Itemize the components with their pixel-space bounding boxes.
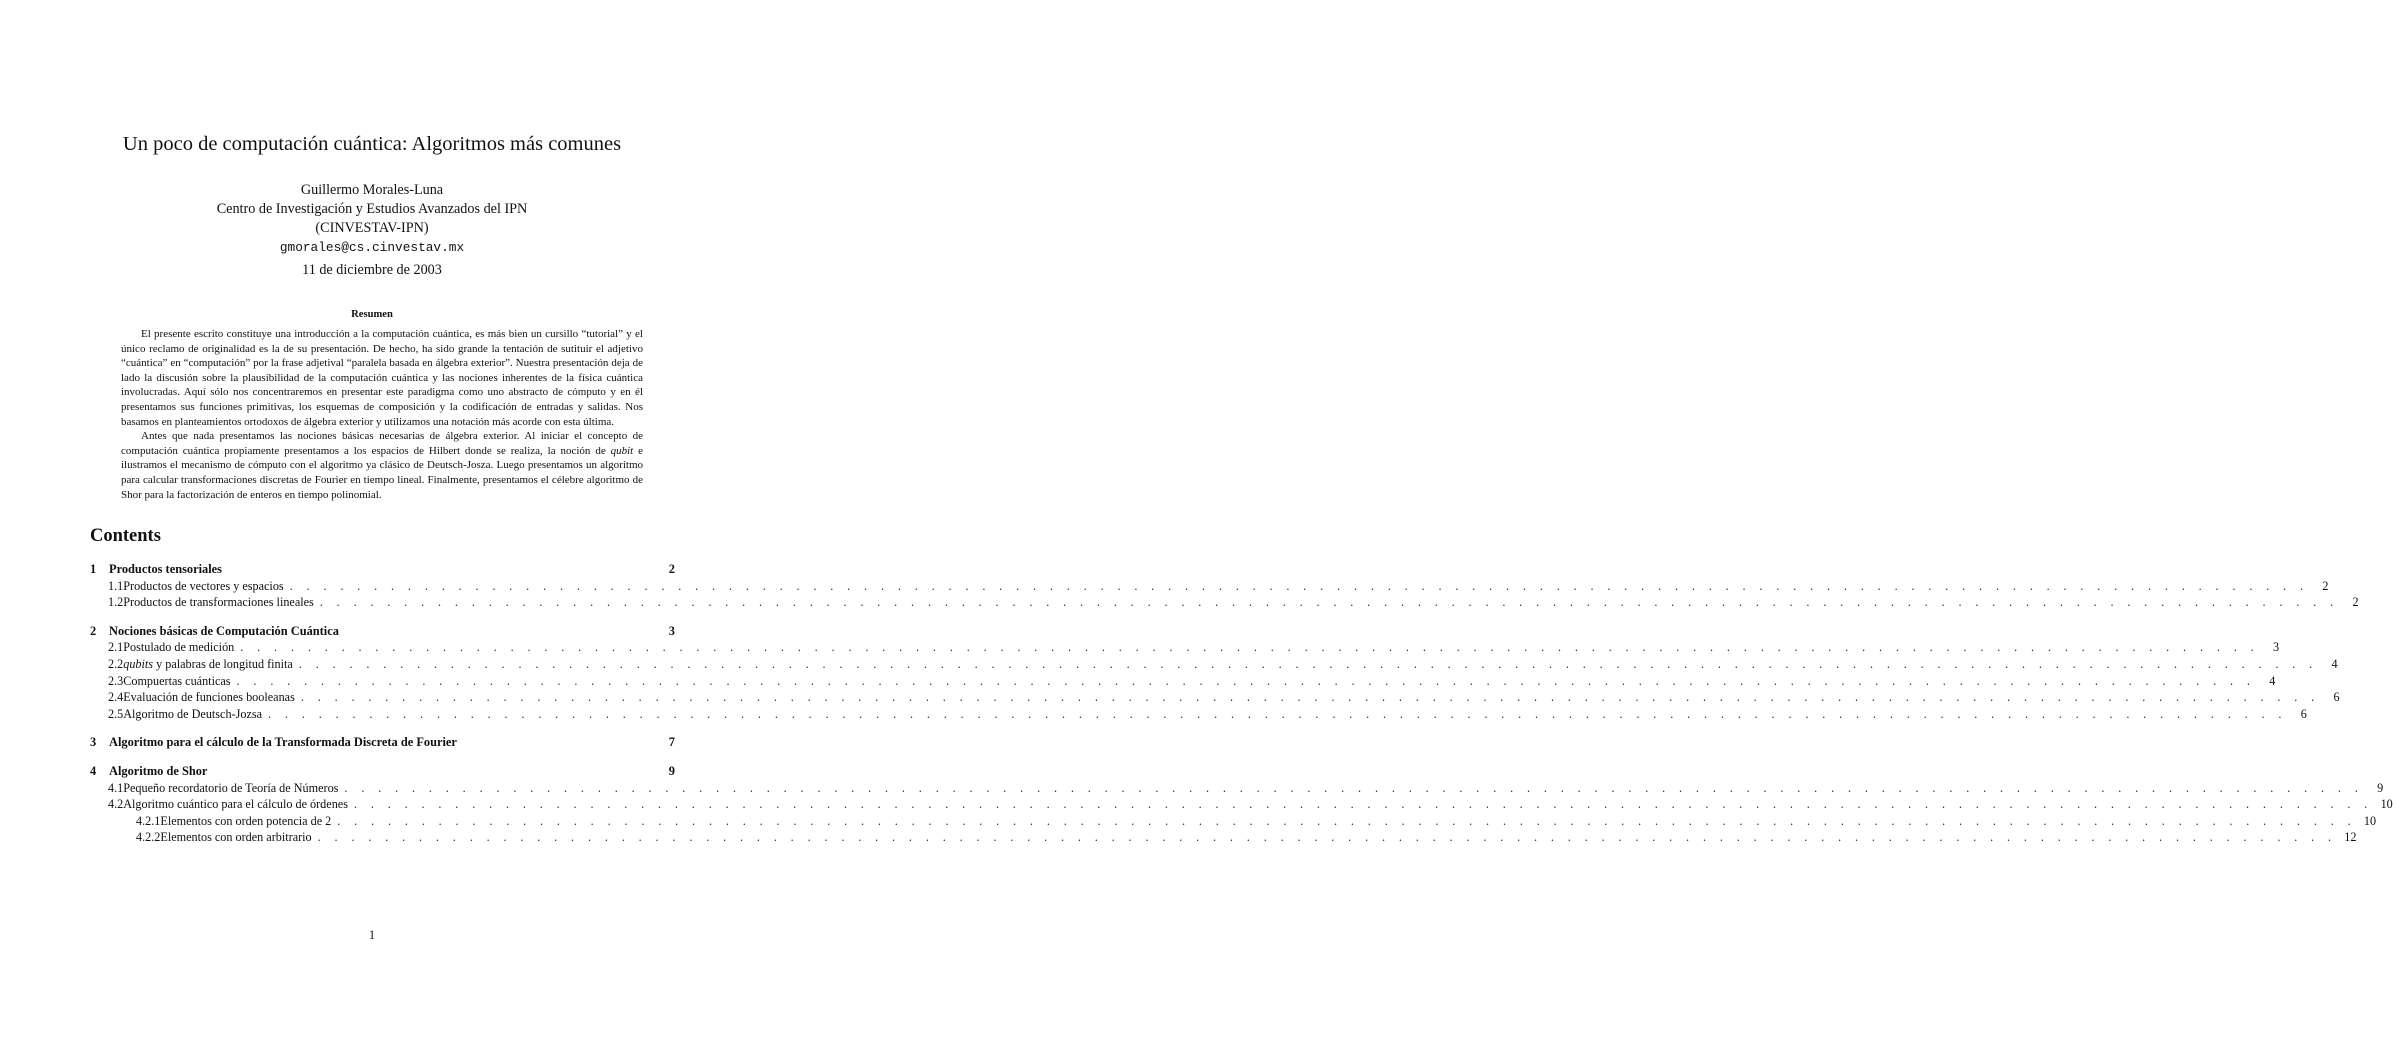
toc-section-entry[interactable]	[90, 562, 675, 579]
toc-entry-page: 10	[2380, 797, 2393, 812]
toc-entry-title: Elementos con orden potencia de 2	[160, 813, 332, 828]
toc-entry-title: Evaluación de funciones booleanas	[123, 690, 295, 705]
toc-entry-page: 2	[2352, 595, 2359, 610]
toc-entry-page: 6	[2333, 690, 2340, 705]
toc-entry-number: 4	[90, 763, 97, 778]
toc-entry-number: 2	[90, 623, 97, 638]
toc-entry-page: 7	[668, 735, 675, 750]
toc-dot-leader: . . . . . . . . . . . . . . . . . . . . . . . . . . . . . . . . . . . . . . . . . . . . . . . . . . . . . . . . . . . . . . . . . . . . . . . . . . . . . . . . . . . . . . . . . . . . . . . . . . . . . . . . . . . . . . . . . . . . . . . .	[289, 578, 2309, 593]
toc-entry-title: Compuertas cuánticas	[123, 673, 231, 688]
author-block	[0, 181, 744, 257]
toc-sub-entry[interactable]	[90, 797, 2393, 814]
toc-entry-page: 4	[2331, 656, 2338, 671]
toc-entry-number: 2.4	[108, 690, 124, 705]
toc-entry-number: 2.2	[108, 656, 124, 671]
toc-section-entry[interactable]	[90, 735, 675, 752]
toc-entry-title-italic: qubits	[123, 656, 154, 671]
toc-sub-entry[interactable]	[90, 640, 2280, 657]
toc-entry-title: Elementos con orden arbitrario	[160, 830, 312, 845]
author-affiliation: Centro de Investigación y Estudios Avanzados del IPN	[216, 201, 528, 217]
toc-sub-entry[interactable]	[90, 578, 2329, 596]
toc-entry-title: Algoritmo cuántico para el cálculo de órdenes	[123, 797, 348, 812]
toc-entry-title: Productos tensoriales	[109, 562, 222, 576]
toc-entry-number: 4.2.2	[136, 830, 161, 845]
toc-dot-leader: . . . . . . . . . . . . . . . . . . . . . . . . . . . . . . . . . . . . . . . . . . . . . . . . . . . . . . . . . . . . . . . . . . . . . . . . . . . . . . . . . . . . . . . . . . . . . . . . . . . . . . . . . . . . . . . . . . . . . . . .	[337, 813, 2357, 828]
toc-entry-title	[123, 657, 293, 672]
toc-entry-title: Postulado de medición	[123, 640, 235, 655]
toc-entry-number: 2.1	[108, 640, 124, 655]
toc-entry-title: Productos de transformaciones lineales	[123, 595, 314, 610]
toc-entry-number: 3	[90, 735, 97, 750]
contents-heading: Contents	[90, 526, 161, 546]
table-of-contents	[90, 562, 2393, 847]
toc-entry-page: 10	[2363, 813, 2377, 828]
toc-section-entry[interactable]	[90, 764, 675, 781]
toc-section-entry[interactable]	[90, 624, 675, 641]
abstract-qubit-term: qubit	[610, 444, 634, 457]
toc-entry-number: 1.1	[108, 578, 124, 593]
toc-entry-number: 4.1	[108, 780, 124, 795]
paper-date: 11 de diciembre de 2003	[302, 262, 442, 278]
toc-entry-number: 2.3	[108, 673, 124, 688]
abstract-heading: Resumen	[351, 309, 393, 320]
toc-dot-leader: . . . . . . . . . . . . . . . . . . . . . . . . . . . . . . . . . . . . . . . . . . . . . . . . . . . . . . . . . . . . . . . . . . . . . . . . . . . . . . . . . . . . . . . . . . . . . . . . . . . . . . . . . . . . . . . . . . . . . . . .	[236, 673, 2256, 688]
abstract-paragraph-2-end: e ilustramos el mecanismo de cómputo con el algoritmo ya clásico de Deutsch-Josza. Luego presentamos un algoritmo para calcular transformaciones discretas de Fourier en tiempo lineal. Finalmente, presentamos el célebre algoritmo de Shor para la factorización de enteros en tiempo polinomial.	[121, 444, 643, 501]
toc-dot-leader: . . . . . . . . . . . . . . . . . . . . . . . . . . . . . . . . . . . . . . . . . . . . . . . . . . . . . . . . . . . . . . . . . . . . . . . . . . . . . . . . . . . . . . . . . . . . . . . . . . . . . . . . . . . . . . . . . . . . . . . .	[300, 690, 2320, 705]
toc-entry-page: 12	[2344, 830, 2357, 845]
toc-entry-title: Productos de vectores y espacios	[123, 578, 284, 593]
abstract-body	[121, 327, 643, 502]
toc-subsub-entry[interactable]	[90, 813, 2377, 831]
toc-dot-leader: . . . . . . . . . . . . . . . . . . . . . . . . . . . . . . . . . . . . . . . . . . . . . . . . . . . . . . . . . . . . . . . . . . . . . . . . . . . . . . . . . . . . . . . . . . . . . . . . . . . . . . . . . . . . . . . . . . . . . . . .	[240, 640, 2260, 655]
paper-title: Un poco de computación cuántica: Algoritmos más comunes	[122, 133, 622, 155]
author-name: Guillermo Morales-Luna	[300, 182, 444, 198]
author-email: gmorales@cs.cinvestav.mx	[279, 240, 465, 255]
abstract-paragraph-1: El presente escrito constituye una introducción a la computación cuántica, es más bien un cursillo “tutorial” y el único reclamo de originalidad es la de su presentación. De hecho, ha sido grande la tentación de sutituir el adjetivo “cuántica” en “computación” por la frase adjetival “paralela basada en álgebra exterior”. Nuestra presentación deja de lado la discusión sobre la plausibilidad de la computación cuántica y las nociones inherentes de la física cuántica involucradas. Aquí sólo nos concentraremos en presentar este paradigma como uno abstracto de cómputo y en él presentamos sus funciones primitivas, los esquemas de composición y la codificación de entradas y salidas. Nos basamos en planteamientos ortodoxos de álgebra exterior y utilizamos una notación más acorde con esta última.	[121, 328, 643, 428]
toc-entry-title: Algoritmo de Shor	[109, 763, 208, 778]
toc-sub-entry[interactable]	[90, 595, 2359, 612]
abstract-paragraph-2	[121, 429, 643, 502]
toc-entry-title: Algoritmo para el cálculo de la Transformada Discreta de Fourier	[109, 735, 457, 750]
toc-entry-title-rest: y palabras de longitud finita	[153, 656, 293, 671]
toc-entry-page: 2	[668, 562, 675, 576]
toc-entry-page: 9	[668, 763, 675, 778]
toc-sub-entry[interactable]	[90, 780, 2384, 798]
toc-entry-number: 1	[90, 562, 97, 576]
toc-sub-entry[interactable]	[90, 656, 2338, 674]
toc-entry-number: 1.2	[108, 595, 124, 610]
toc-entry-number: 4.2.1	[136, 813, 161, 828]
toc-entry-title: Algoritmo de Deutsch-Jozsa	[123, 706, 263, 721]
toc-entry-page: 4	[2269, 673, 2276, 688]
toc-dot-leader: . . . . . . . . . . . . . . . . . . . . . . . . . . . . . . . . . . . . . . . . . . . . . . . . . . . . . . . . . . . . . . . . . . . . . . . . . . . . . . . . . . . . . . . . . . . . . . . . . . . . . . . . . . . . . . . . . . . . . . . .	[317, 830, 2337, 845]
toc-sub-entry[interactable]	[90, 673, 2276, 691]
author-affiliation-short: (CINVESTAV-IPN)	[315, 220, 429, 236]
toc-section-gap	[90, 752, 675, 764]
toc-dot-leader: . . . . . . . . . . . . . . . . . . . . . . . . . . . . . . . . . . . . . . . . . . . . . . . . . . . . . . . . . . . . . . . . . . . . . . . . . . . . . . . . . . . . . . . . . . . . . . . . . . . . . . . . . . . . . . . . . . . . . . . .	[353, 797, 2373, 812]
toc-dot-leader: . . . . . . . . . . . . . . . . . . . . . . . . . . . . . . . . . . . . . . . . . . . . . . . . . . . . . . . . . . . . . . . . . . . . . . . . . . . . . . . . . . . . . . . . . . . . . . . . . . . . . . . . . . . . . . . . . . . . . . . .	[344, 780, 2364, 795]
toc-section-gap	[90, 612, 675, 624]
toc-dot-leader: . . . . . . . . . . . . . . . . . . . . . . . . . . . . . . . . . . . . . . . . . . . . . . . . . . . . . . . . . . . . . . . . . . . . . . . . . . . . . . . . . . . . . . . . . . . . . . . . . . . . . . . . . . . . . . . . . . . . . . . .	[319, 595, 2339, 610]
toc-entry-page: 6	[2300, 706, 2307, 721]
toc-entry-page: 3	[2272, 640, 2280, 655]
toc-sub-entry[interactable]	[90, 706, 2307, 724]
toc-dot-leader: . . . . . . . . . . . . . . . . . . . . . . . . . . . . . . . . . . . . . . . . . . . . . . . . . . . . . . . . . . . . . . . . . . . . . . . . . . . . . . . . . . . . . . . . . . . . . . . . . . . . . . . . . . . . . . . . . . . . . . . .	[298, 656, 2318, 671]
toc-subsub-entry[interactable]	[90, 830, 2357, 847]
toc-entry-page: 2	[2322, 578, 2329, 593]
toc-entry-page: 9	[2377, 780, 2384, 795]
abstract-paragraph-2-start: Antes que nada presentamos las nociones básicas necesarias de álgebra exterior. Al iniciar el concepto de computación cuántica propiamente presentamos a los espacios de Hilbert donde se realiza, la noción de	[121, 430, 643, 457]
toc-entry-title: Nociones básicas de Computación Cuántica	[109, 623, 339, 638]
toc-entry-number: 4.2	[108, 797, 124, 812]
toc-sub-entry[interactable]	[90, 690, 2340, 707]
toc-entry-title: Pequeño recordatorio de Teoría de Números	[123, 780, 339, 795]
toc-dot-leader: . . . . . . . . . . . . . . . . . . . . . . . . . . . . . . . . . . . . . . . . . . . . . . . . . . . . . . . . . . . . . . . . . . . . . . . . . . . . . . . . . . . . . . . . . . . . . . . . . . . . . . . . . . . . . . . . . . . . . . . .	[268, 706, 2287, 721]
toc-entry-page: 3	[668, 623, 675, 638]
toc-section-gap	[90, 723, 675, 735]
page-number: 1	[368, 928, 376, 942]
toc-entry-number: 2.5	[108, 706, 124, 721]
